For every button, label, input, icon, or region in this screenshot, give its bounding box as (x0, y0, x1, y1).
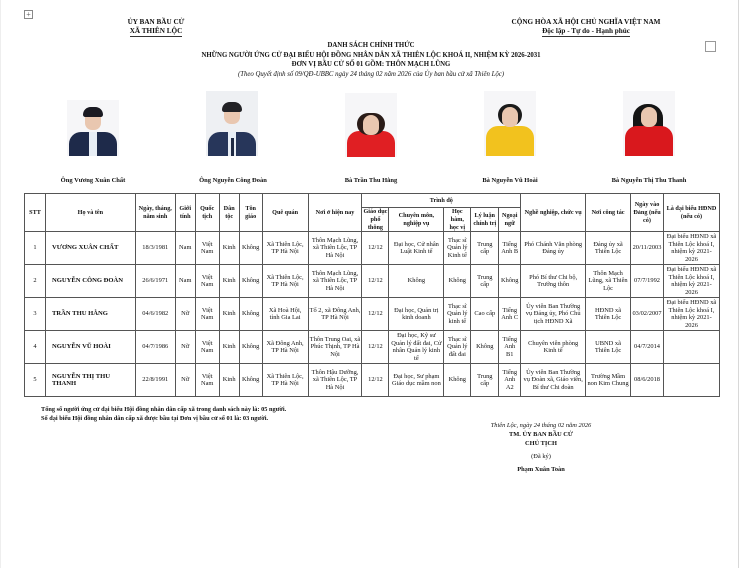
cell-residence: Thôn Mạch Lũng, xã Thiên Lộc, TP Hà Nội (308, 232, 362, 265)
table-row (25, 331, 720, 364)
cell-delegate (664, 364, 720, 397)
cell-delegate (664, 331, 720, 364)
cell-language: Tiếng Anh B1 (499, 331, 521, 364)
col-header-occupation: Nghề nghiệp, chức vụ (521, 194, 586, 232)
cell-party-date: 03/02/2007 (631, 298, 664, 331)
cell-degree: Thạc sĩ Quản lý Kinh tế (444, 232, 471, 265)
table-row (25, 364, 720, 397)
signature-date: Thiên Lộc, ngày 24 tháng 02 năm 2026 (490, 422, 592, 429)
cell-general-edu: 12/12 (362, 232, 389, 265)
cell-hometown: Xã Thiên Lộc, TP Hà Nội (262, 364, 308, 397)
candidate-caption-3: Bà Trần Thu Hằng (344, 177, 398, 184)
cell-specialty: Đại học, Quản trị kinh doanh (389, 298, 444, 331)
cell-hometown: Xã Thiên Lộc, TP Hà Nội (262, 232, 308, 265)
candidate-photo-4 (484, 91, 536, 156)
signature-position: CHỦ TỊCH (524, 440, 558, 447)
cell-party-date: 07/7/1992 (631, 265, 664, 298)
col-header-education-group: Trình độ (362, 194, 521, 208)
cell-residence: Thôn Trung Oai, xã Phúc Thịnh, TP Hà Nội (308, 331, 362, 364)
cell-dob: 04/7/1986 (135, 331, 175, 364)
cell-name: TRẦN THU HẰNG (45, 298, 135, 331)
cell-specialty: Không (389, 265, 444, 298)
cell-workplace: Trường Mầm non Kim Chung (586, 364, 631, 397)
table-row (25, 232, 720, 265)
cell-degree: Không (444, 265, 471, 298)
authority-line1: ỦY BAN BẦU CỬ (127, 18, 185, 26)
cell-occupation: Ủy viên Ban Thường vụ Đoàn xã, Giáo viên, Bí thư Chi đoàn (521, 364, 586, 397)
cell-workplace: Đảng ủy xã Thiên Lộc (586, 232, 631, 265)
cell-delegate: Đại biểu HĐND xã Thiên Lộc khoá I, nhiệm kỳ 2021-2026 (664, 298, 720, 331)
cell-party-date: 04/7/2014 (631, 331, 664, 364)
cell-nationality: Việt Nam (195, 232, 219, 265)
candidate-table (24, 193, 720, 397)
table-row (25, 298, 720, 331)
cell-nationality: Việt Nam (195, 331, 219, 364)
cell-occupation: Ủy viên Ban Thường vụ Đảng ủy, Phó Chủ tịch HĐND Xã (521, 298, 586, 331)
cell-hometown: Xã Hoà Hội, tỉnh Gia Lai (262, 298, 308, 331)
col-header-stt: STT (25, 194, 46, 232)
cell-specialty: Đại học, Sư phạm Giáo dục mầm non (389, 364, 444, 397)
col-header-political: Lý luận chính trị (471, 208, 499, 232)
candidate-caption-5: Bà Nguyễn Thị Thu Thanh (611, 177, 687, 184)
cell-dob: 04/6/1982 (135, 298, 175, 331)
cell-occupation: Phó Chánh Văn phòng Đảng ủy (521, 232, 586, 265)
cell-workplace: Thôn Mạch Lũng, xã Thiên Lộc (586, 265, 631, 298)
col-header-nationality: Quốc tịch (195, 194, 219, 232)
cell-delegate: Đại biểu HĐND xã Thiên Lộc khoá I, nhiệm kỳ 2021-2026 (664, 265, 720, 298)
candidate-caption-2: Ông Nguyễn Công Đoàn (199, 177, 267, 184)
cell-nationality: Việt Nam (195, 364, 219, 397)
cell-stt: 2 (25, 265, 46, 298)
col-header-language: Ngoại ngữ (499, 208, 521, 232)
cell-ethnicity: Kinh (219, 232, 239, 265)
cell-general-edu: 12/12 (362, 364, 389, 397)
cell-hometown: Xã Đông Anh, TP Hà Nội (262, 331, 308, 364)
cell-occupation: Chuyên viên phòng Kinh tế (521, 331, 586, 364)
national-motto: Độc lập - Tự do - Hạnh phúc (542, 27, 630, 35)
document-title (171, 41, 571, 79)
cell-language: Tiếng Anh C (499, 298, 521, 331)
cell-nationality: Việt Nam (195, 265, 219, 298)
col-header-general-edu: Giáo dục phổ thông (363, 208, 388, 231)
candidate-photo-3 (345, 93, 397, 157)
cell-religion: Không (239, 265, 262, 298)
cell-delegate: Đại biểu HĐND xã Thiên Lộc khoá I, nhiệm kỳ 2021-2026 (664, 232, 720, 265)
cell-hometown: Xã Thiên Lộc, TP Hà Nội (262, 265, 308, 298)
cell-language: Tiếng Anh B (499, 232, 521, 265)
cell-workplace: HĐND xã Thiên Lộc (586, 298, 631, 331)
cell-religion: Không (239, 298, 262, 331)
col-header-delegate: Là đại biểu HĐND (nếu có) (664, 194, 720, 232)
candidate-photo-5 (623, 91, 675, 156)
candidate-caption-1: Ông Vương Xuân Chất (60, 177, 126, 184)
col-header-degree: Học hàm, học vị (444, 208, 471, 232)
col-header-gender: Giới tính (175, 194, 195, 232)
signature-org: TM. ỦY BAN BẦU CỬ (509, 431, 573, 438)
cell-ethnicity: Kinh (219, 331, 239, 364)
summary (41, 405, 286, 423)
table-row (25, 265, 720, 298)
cell-stt: 4 (25, 331, 46, 364)
cell-degree: Thạc sĩ Quản lý kinh tế (444, 298, 471, 331)
cell-ethnicity: Kinh (219, 298, 239, 331)
cell-general-edu: 12/12 (362, 265, 389, 298)
checkbox[interactable] (705, 41, 716, 52)
cell-degree: Không (444, 364, 471, 397)
cell-specialty: Đại học, Kỹ sư Quản lý đất đai, Cử nhân Quản lý kinh tế (389, 331, 444, 364)
national-title: CỘNG HÒA XÃ HỘI CHỦ NGHĨA VIỆT NAM (511, 18, 661, 26)
cell-nationality: Việt Nam (195, 298, 219, 331)
national-header (501, 18, 671, 37)
cell-name: VƯƠNG XUÂN CHẤT (45, 232, 135, 265)
col-header-ethnicity: Dân tộc (219, 194, 239, 232)
cell-dob: 18/3/1981 (135, 232, 175, 265)
cell-religion: Không (239, 232, 262, 265)
col-header-workplace: Nơi công tác (586, 194, 631, 232)
title-line3: ĐƠN VỊ BẦU CỬ SỐ 01 GỒM: THÔN MẠCH LŨNG (291, 61, 451, 68)
cell-residence: Thôn Mạch Lũng, xã Thiên Lộc, TP Hà Nội (308, 265, 362, 298)
cell-political: Trung cấp (471, 364, 499, 397)
col-header-residence: Nơi ở hiện nay (308, 194, 362, 232)
cell-political: Không (471, 331, 499, 364)
cell-stt: 3 (25, 298, 46, 331)
issuing-authority (96, 18, 216, 37)
cell-workplace: UBND xã Thiên Lộc (586, 331, 631, 364)
cell-political: Trung cấp (471, 265, 499, 298)
cell-specialty: Đại học, Cử nhân Luật Kinh tế (389, 232, 444, 265)
candidate-photo-2 (206, 91, 258, 156)
cell-party-date: 20/11/2003 (631, 232, 664, 265)
col-header-hometown: Quê quán (262, 194, 308, 232)
col-header-party-date: Ngày vào Đảng (nếu có) (631, 194, 664, 232)
authority-line2: XÃ THIÊN LỘC (129, 27, 183, 35)
title-line2: NHỮNG NGƯỜI ỨNG CỬ ĐẠI BIỂU HỘI ĐỒNG NHÂN DÂN XÃ THIÊN LỘC KHOÁ II, NHIỆM KỲ 2026-2031 (201, 51, 541, 59)
cell-gender: Nam (175, 265, 195, 298)
cell-name: NGUYỄN THỊ THU THANH (45, 364, 135, 397)
col-header-dob: Ngày, tháng, năm sinh (135, 194, 175, 232)
cell-name: NGUYỄN VŨ HOÀI (45, 331, 135, 364)
cell-political: Trung cấp (471, 232, 499, 265)
cell-party-date: 08/6/2018 (631, 364, 664, 397)
cell-ethnicity: Kinh (219, 364, 239, 397)
signature-signed: (Đã ký) (531, 453, 551, 460)
cell-occupation: Phó Bí thư Chi bộ, Trưởng thôn (521, 265, 586, 298)
cell-dob: 26/6/1971 (135, 265, 175, 298)
signature-block (466, 421, 616, 474)
cell-gender: Nữ (175, 364, 195, 397)
cell-residence: Thôn Hậu Dưỡng, xã Thiên Lộc, TP Hà Nội (308, 364, 362, 397)
candidate-photo-1 (67, 100, 119, 156)
col-header-specialty: Chuyên môn, nghiệp vụ (389, 208, 444, 232)
cell-gender: Nữ (175, 331, 195, 364)
cell-religion: Không (239, 364, 262, 397)
signature-name: Phạm Xuân Toàn (517, 466, 565, 473)
cell-stt: 5 (25, 364, 46, 397)
table-move-handle-icon[interactable]: + (24, 10, 33, 19)
summary-seats: Số đại biểu Hội đồng nhân dân cấp xã được bầu tại Đơn vị bầu cử số 01 là: 03 người. (41, 415, 269, 422)
col-header-religion: Tôn giáo (239, 194, 262, 232)
cell-gender: Nam (175, 232, 195, 265)
cell-general-edu: 12/12 (362, 298, 389, 331)
cell-language: Tiếng Anh A2 (499, 364, 521, 397)
cell-name: NGUYỄN CÔNG ĐOÀN (45, 265, 135, 298)
cell-religion: Không (239, 331, 262, 364)
title-line1: DANH SÁCH CHÍNH THỨC (327, 42, 415, 49)
cell-residence: Tổ 2, xã Đông Anh, TP Hà Nội (308, 298, 362, 331)
candidate-caption-4: Bà Nguyễn Vũ Hoài (482, 177, 538, 184)
cell-stt: 1 (25, 232, 46, 265)
cell-language: Không (499, 265, 521, 298)
cell-gender: Nữ (175, 298, 195, 331)
cell-ethnicity: Kinh (219, 265, 239, 298)
col-header-name: Họ và tên (45, 194, 135, 232)
cell-political: Cao cấp (471, 298, 499, 331)
summary-total-candidates: Tổng số người ứng cử đại biểu Hội đồng nhân dân cấp xã trong danh sách này là: 05 người. (41, 406, 287, 413)
title-line4: (Theo Quyết định số 09/QĐ-UBBC ngày 24 tháng 02 năm 2026 của Ủy ban bầu cử xã Thiên Lộc) (237, 70, 505, 78)
cell-dob: 22/8/1991 (135, 364, 175, 397)
cell-general-edu: 12/12 (362, 331, 389, 364)
cell-degree: Thạc sĩ Quản lý đất đai (444, 331, 471, 364)
